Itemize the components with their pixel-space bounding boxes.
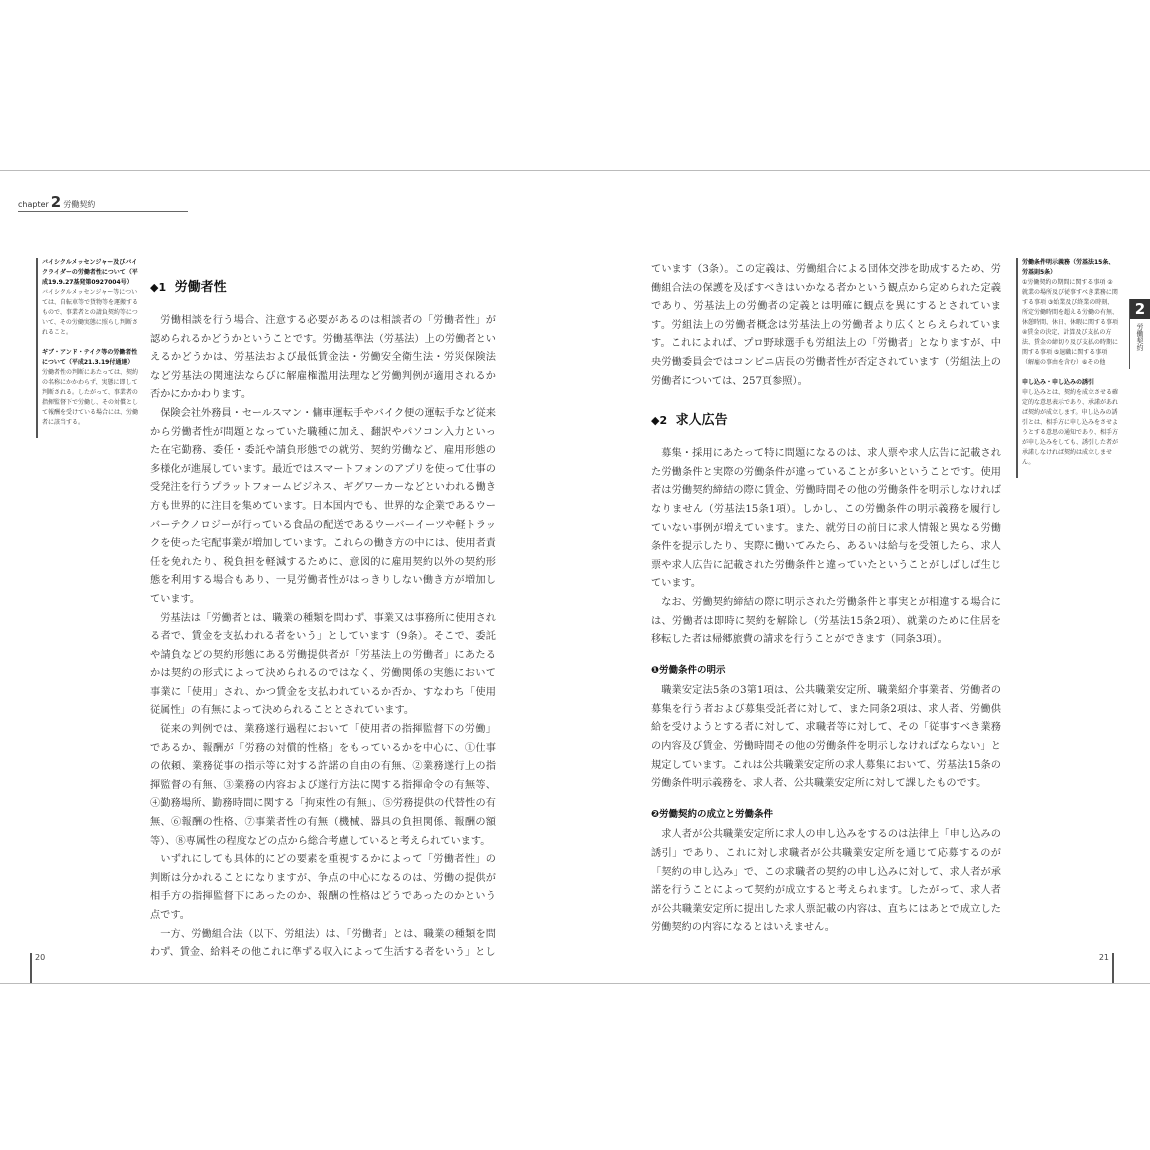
subsection-heading: ❶労働条件の明示	[651, 664, 726, 676]
paragraph: 募集・採用にあたって特に問題になるのは、求人票や求人広告に記載された労働条件と実際の労働条件が違っていることが多いということです。使用者は労働契約締結の際に賃金、労働時間その他の労働条件を明示しなければなりません（労基法15条1項）。しかし、この労働条件の明示義務を履行していない事例が増えています。また、就労日の前日に求人情報と異なる労働条件を提示したり、実際に働いてみたら、あるいは給与を受領したら、求人票や求人広告に記載された労働条件と違っていたということがしばしば生じています。	[651, 448, 1001, 590]
margin-note-body: ①労働契約の期間に関する事項 ②就業の場所及び従事すべき業務に関する事項 ③始業及び終業の時刻、所定労働時間を超える労働の有無、休憩時間、休日、休暇に関する事項 ④賃金の決定、計算及び支払の方法、賃金の締切り及び支払の時期に関する事項 ⑤退職に関する事項（解雇の事由を含む）⑥その他	[1022, 279, 1119, 366]
paragraph: 求人者が公共職業安定所に求人の申し込みをするのは法律上「申し込みの誘引」であり、これに対し求職者が公共職業安定所を通じて応募するのが「契約の申し込み」で、この求職者の契約の申し込みに対して、求人者が承諾を行うことによって契約が成立すると考えられます。したがって、求人者が公共職業安定所に提出した求人票記載の内容は、直ちにはあとで成立した労働契約の内容になるとはいえません。	[651, 829, 1001, 934]
right-page	[576, 171, 1150, 983]
section-mark: ◆2	[651, 414, 668, 428]
margin-note-body: 労働者性の判断にあたっては、契約の名称にかかわらず、実態に即して判断される。したがって、事業者の指揮監督下で労働し、その対償として報酬を受けている場合には、労働者に該当する。	[42, 369, 139, 426]
margin-note-body: バイシクルメッセンジャー等については、自転車等で貨物等を運搬するもので、事業者との請負契約等について、その労働実態に照らし判断されること。	[42, 289, 139, 336]
paragraph: いずれにしても具体的にどの要素を重視するかによって「労働者性」の判断は分かれることになりますが、争点の中心になるのは、労働の提供が相手方の指揮監督下にあったのか、報酬の性格はどうであったのかという点です。	[150, 854, 496, 921]
paragraph: 保険会社外務員・セールスマン・傭車運転手やバイク便の運転手など従来から労働者性が問題となっていた職種に加え、翻訳やパソコン入力といった在宅勤務、委任・委託や請負形態での就労、契約労働など、雇用形態の多様化が進展しています。最近ではスマートフォンのアプリを使って仕事の受発注を行うプラットフォームビジネス、ギグワーカーなどといわれる働き方も世界的に注目を集めています。日本国内でも、世界的な企業であるウーバーテクノロジーが行っている食品の配送であるウーバーイーツや軽トラックを使った宅配事業が増加しています。これらの働き方の中には、使用者責任を免れたり、税負担を軽減するために、意図的に雇用契約以外の契約形態を利用する場合もあり、一見労働者性がはっきりしない働き方が増加しています。	[150, 407, 496, 605]
chapter-number: 2	[50, 193, 62, 211]
margin-note-heading: ギブ・アンド・テイク等の労働者性について（平成21.3.19付通達）	[42, 349, 138, 366]
left-page	[0, 171, 574, 983]
subsection-heading: ❷労働契約の成立と労働条件	[651, 808, 774, 820]
paragraph: 一方、労働組合法（以下、労組法）は、「労働者」とは、職業の種類を問わず、賃金、給料その他これに準ずる収入によって生活する者をいう」とし	[150, 928, 496, 959]
section-title: 求人広告	[675, 413, 728, 429]
chapter-header	[18, 193, 188, 212]
margin-note-heading: 申し込み・申し込みの誘引	[1022, 379, 1095, 386]
paragraph: 労基法は「労働者とは、職業の種類を問わず、事業又は事務所に使用される者で、賃金を支払われる者をいう」としています（9条）。そこで、委託や請負などの契約形態にある労働提供者が「労基法上の労働者」にあたるかは契約の形式によって決められるのではなく、労働関係の実態において事業に「使用」され、かつ賃金を支払われているか否か、すなわち「使用従属性」の有無によって決められることとされています。	[150, 612, 496, 717]
section-mark: ◆1	[150, 281, 167, 294]
chapter-word: chapter	[18, 200, 49, 209]
book-spread	[0, 170, 1150, 984]
section-heading	[651, 411, 1001, 431]
paragraph: なお、労働契約締結の際に明示された労働条件と事実とが相違する場合には、労働者は即時に契約を解除し（労基法15条2項）、就業のために住居を移転した者は帰郷旅費の請求を行うことができます（同条3項）。	[651, 596, 1001, 646]
margin-note	[1022, 258, 1118, 368]
margin-note-heading: 労働条件明示義務（労基法15条、労基則5条）	[1022, 259, 1115, 276]
margin-note	[42, 348, 138, 428]
section-heading	[150, 278, 496, 298]
page-number-left: 20	[30, 953, 45, 983]
margin-note	[1022, 378, 1118, 468]
paragraph: 職業安定法5条の3第1項は、公共職業安定所、職業紹介事業者、労働者の募集を行う者および募集受託者に対して、また同条2項は、求人者、労働供給を受けようとする者に対して、求職者等に対して、その「従事すべき業務の内容及び賃金、労働時間その他の労働条件を明示しなければならない」と規定しています。これは公共職業安定所の求人募集において、労基法15条の労働条件明示義務を、求人者、公共職業安定所に対して課したものです。	[651, 685, 1001, 790]
left-margin-notes	[36, 258, 138, 438]
chapter-tab	[1129, 299, 1150, 369]
paragraph: ています（3条）。この定義は、労働組合による団体交渉を助成するため、労働組合法の保護を及ぼすべきはいかなる者かという観点から定められた定義であり、労基法上の労働者の定義とは明確に観点を異にするとされています。労組法上の労働者概念は労基法上の労働者より広くとらえられています。これによれば、プロ野球選手も労組法上の「労働者」となりますが、中央労働委員会ではコンビニ店長の労働者性が否定されています（労組法上の労働者については、257頁参照）。	[651, 264, 1001, 387]
right-main-text	[651, 261, 1001, 938]
chapter-tab-label: 労働契約	[1136, 323, 1144, 351]
margin-note-body: 申し込みとは、契約を成立させる確定的な意思表示であり、承諾があれば契約が成立します。申し込みの誘引とは、相手方に申し込みをさせようとする意思の通知であり、相手方が申し込みをしても、誘引した者が承諾しなければ契約は成立しません。	[1022, 389, 1119, 466]
margin-note	[42, 258, 138, 338]
section-title: 労働者性	[174, 280, 227, 295]
paragraph: 従来の判例では、業務遂行過程において「使用者の指揮監督下の労働」であるか、報酬が「労務の対償的性格」をもっているかを中心に、①仕事の依頼、業務従事の指示等に対する許諾の自由の有無、②業務遂行上の指揮監督の有無、③業務の内容および遂行方法に関する指揮命令の有無等、④勤務場所、勤務時間に関する「拘束性の有無」、⑤労務提供の代替性の有無、⑥報酬の性格、⑦事業者性の有無（機械、器具の負担関係、報酬の額等）、⑧専属性の程度などの点から総合考慮していると考えられています。	[150, 724, 496, 847]
page-number-right: 21	[1099, 953, 1114, 983]
chapter-tab-number: 2	[1130, 299, 1150, 319]
chapter-title: 労働契約	[63, 200, 96, 209]
right-margin-notes	[1016, 258, 1118, 478]
margin-note-heading: バイシクルメッセンジャー及びバイクライダーの労働者性について（平成19.9.27基発第0927004号）	[42, 259, 138, 286]
left-main-text	[150, 274, 496, 963]
paragraph: 労働相談を行う場合、注意する必要があるのは相談者の「労働者性」が認められるかどうかということです。労働基準法（労基法）上の労働者といえるかどうかは、労基法および最低賃金法・労働安全衛生法・労災保険法など労基法の関連法ならびに解雇権濫用法理など労働判例が適用されるか否かにかかわります。	[150, 315, 496, 401]
